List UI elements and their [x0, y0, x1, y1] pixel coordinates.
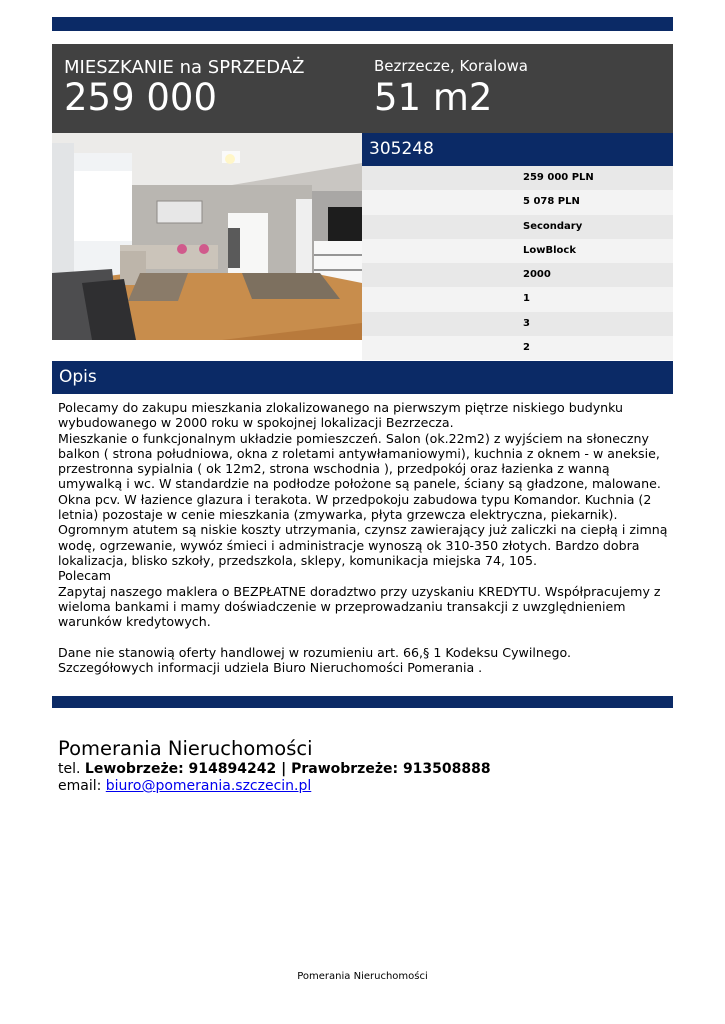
section-divider-bar	[52, 696, 673, 708]
contact-block	[58, 737, 678, 795]
disclaimer: Dane nie stanowią oferty handlowej w rozumieniu art. 66,§ 1 Kodeksu Cywilnego. Szczegółowych informacji udziela Biuro Nieruchomości Pomerania .	[58, 644, 572, 676]
spec-value: 1	[523, 293, 530, 305]
spec-value: 259 000 PLN	[523, 172, 594, 183]
spec-value: 2	[523, 342, 530, 354]
description-body	[58, 400, 670, 675]
listing-header	[52, 44, 673, 133]
spec-row	[362, 239, 673, 263]
spec-row	[362, 287, 673, 311]
offer-type: MIESZKANIE na SPRZEDAŻ	[64, 57, 305, 78]
phone-line	[58, 761, 678, 778]
apartment-photo	[52, 133, 362, 340]
spec-row	[362, 215, 673, 239]
description-heading-bar	[52, 361, 673, 394]
spec-row	[362, 336, 673, 360]
description-paragraph: Polecam	[58, 568, 112, 584]
listing-id-bar	[362, 133, 673, 166]
description-heading: Opis	[59, 367, 97, 387]
spec-value: 2000	[523, 269, 551, 281]
specs-table	[362, 166, 673, 360]
company-name: Pomerania Nieruchomości	[58, 737, 313, 760]
paragraph-spacer	[58, 629, 670, 644]
spec-row	[362, 263, 673, 287]
price-value: 259 000	[64, 76, 218, 119]
page-footer: Pomerania Nieruchomości	[297, 971, 428, 982]
phone-numbers: Lewobrzeże: 914894242 | Prawobrzeże: 913508888	[84, 761, 491, 777]
spec-row	[362, 166, 673, 190]
spec-value: 5 078 PLN	[523, 196, 580, 208]
spec-row	[362, 312, 673, 336]
listing-id: 305248	[369, 139, 434, 159]
email-line	[58, 778, 678, 795]
description-paragraph: Mieszkanie o funkcjonalnym układzie pomieszczeń. Salon (ok.22m2) z wyjściem na słoneczny balkon ( strona południowa, okna z roletami antywłamaniowymi), kuchnia z oknem - w aneksie, przestronna sypialnia ( ok 12m2, strona wschodnia ), przedpokój oraz łazienka z wanną umywalką i wc. W standardzie na podłodze położone są panele, ściany są gładzone, malowane. Okna pcv. W łazience glazura i terakota. W przedpokoju zabudowa typu Komandor. Kuchnia (2 letnia) pozostaje w cenie mieszkania (zmywarka, płyta grzewcza elektryczna, piekarnik). Ogromnym atutem są niskie koszty utrzymania, czynsz zawierający już zaliczki na ciepłą i zimną wodę, ogrzewanie, wywóz śmieci i administracje wynoszą ok 310-350 złotych. Bardzo dobra lokalizacja, blisko szkoły, przedszkola, sklepy, komunikacja miejska 74, 105.	[58, 430, 668, 568]
tel-prefix: tel.	[58, 761, 85, 777]
description-paragraph: Zapytaj naszego maklera o BEZPŁATNE doradztwo przy uzyskaniu KREDYTU. Współpracujemy z wieloma bankami i mamy doświadczenie w przeprowadzaniu transakcji z uwzględnieniem warunków kredytowych.	[58, 583, 661, 630]
description-paragraph: Polecamy do zakupu mieszkania zlokalizowanego na pierwszym piętrze niskiego budynku wybudowanego w 2000 roku w spokojnej lokalizacji Bezrzecza.	[58, 400, 624, 431]
email-link[interactable]: biuro@pomerania.szczecin.pl	[105, 778, 312, 794]
area-value: 51 m2	[374, 76, 493, 119]
spec-value: LowBlock	[523, 244, 576, 256]
spec-value: 3	[523, 317, 530, 329]
spec-row	[362, 190, 673, 214]
top-divider-bar	[52, 17, 673, 31]
spec-value: Secondary	[523, 220, 583, 232]
location-label: Bezrzecze, Koralowa	[374, 57, 528, 75]
email-prefix: email:	[58, 778, 106, 794]
